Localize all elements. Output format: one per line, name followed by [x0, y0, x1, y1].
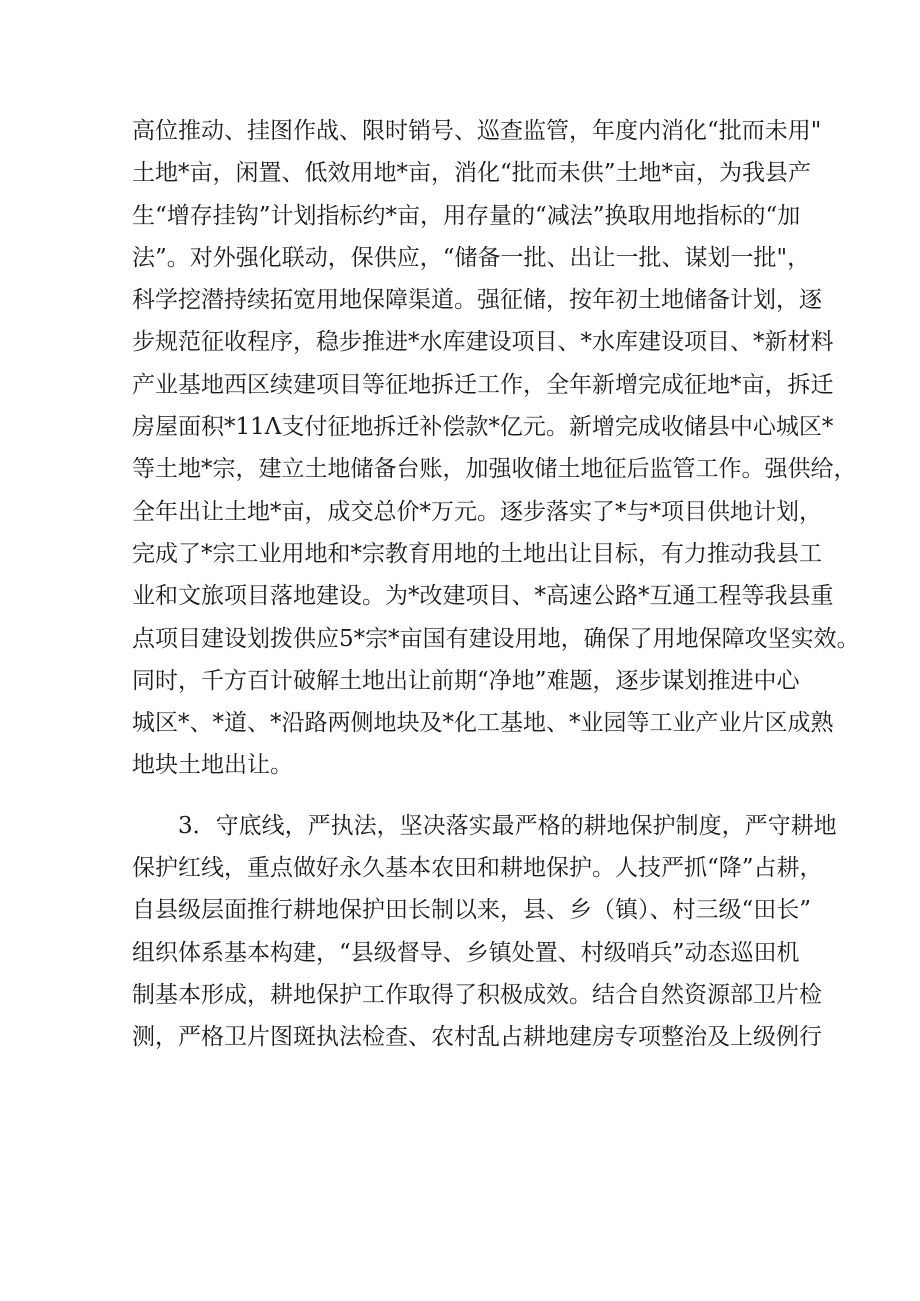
text-line: 高位推动、挂图作战、限时销号、巡查监管，年度内消化“批而未用" [132, 118, 822, 144]
text-line: 3．守底线，严执法，坚决落实最严格的耕地保护制度，严守耕地 [178, 812, 837, 839]
text-line: 同时，千方百计破解土地出让前期“净地”难题，逐步谋划推进中心 [132, 667, 800, 694]
paragraph-land-supply [132, 110, 860, 787]
text-line: 自县级层面推行耕地保护田长制以来，县、乡（镇）、村三级“田长” [132, 897, 812, 924]
text-line: 组织体系基本构建，“县级督导、乡镇处置、村级哨兵”动态巡田机 [132, 939, 800, 966]
text-line: 房屋面积*11Λ支付征地拆迁补偿款*亿元。新增完成收储县中心城区* [132, 414, 834, 441]
text-line: 保护红线，重点做好永久基本农田和耕地保护。人技严抓“降”占耕， [132, 855, 823, 882]
text-line: 城区*、*道、*沿路两侧地块及*化工基地、*业园等工业产业片区成熟 [132, 710, 834, 737]
paragraph-farmland-protection [132, 805, 837, 1059]
text-line: 点项目建设划拨供应5*宗*亩国有建设用地，确保了用地保障攻坚实效。 [132, 625, 860, 652]
text-line: 生“增存挂钩”计划指标约*亩，用存量的“减法”换取用地指标的“加 [132, 202, 801, 229]
document-body [132, 110, 860, 1059]
text-line: 全年出让土地*亩，成交总价*万元。逐步落实了*与*项目供地计划， [132, 498, 822, 525]
text-line: 等土地*宗，建立土地储备台账，加强收储土地征后监管工作。强供给， [132, 456, 857, 483]
text-line: 法”。对外强化联动，保供应，“储备一批、出让一批、谋划一批"， [132, 244, 811, 271]
text-line: 制基本形成，耕地保护工作取得了积极成效。结合自然资源部卫片检 [132, 981, 822, 1008]
text-line: 测，严格卫片图斑执法检查、农村乱占耕地建房专项整治及上级例行 [132, 1024, 822, 1051]
text-line: 地块土地出让。 [132, 752, 293, 779]
paragraph-spacer [132, 787, 792, 805]
text-line: 科学挖潜持续拓宽用地保障渠道。强征储，按年初土地储备计划，逐 [132, 287, 822, 314]
text-line: 产业基地西区续建项目等征地拆迁工作，全年新增完成征地*亩，拆迁 [132, 371, 834, 398]
text-line: 业和文旅项目落地建设。为*改建项目、*高速公路*互通工程等我县重 [132, 583, 834, 610]
text-line: 土地*亩，闲置、低效用地*亩，消化“批而未供”土地*亩，为我县产 [132, 160, 812, 187]
text-line: 步规范征收程序，稳步推进*水库建设项目、*水库建设项目、*新材料 [132, 329, 834, 356]
text-line: 完成了*宗工业用地和*宗教育用地的土地出让目标，有力推动我县工 [132, 540, 822, 567]
